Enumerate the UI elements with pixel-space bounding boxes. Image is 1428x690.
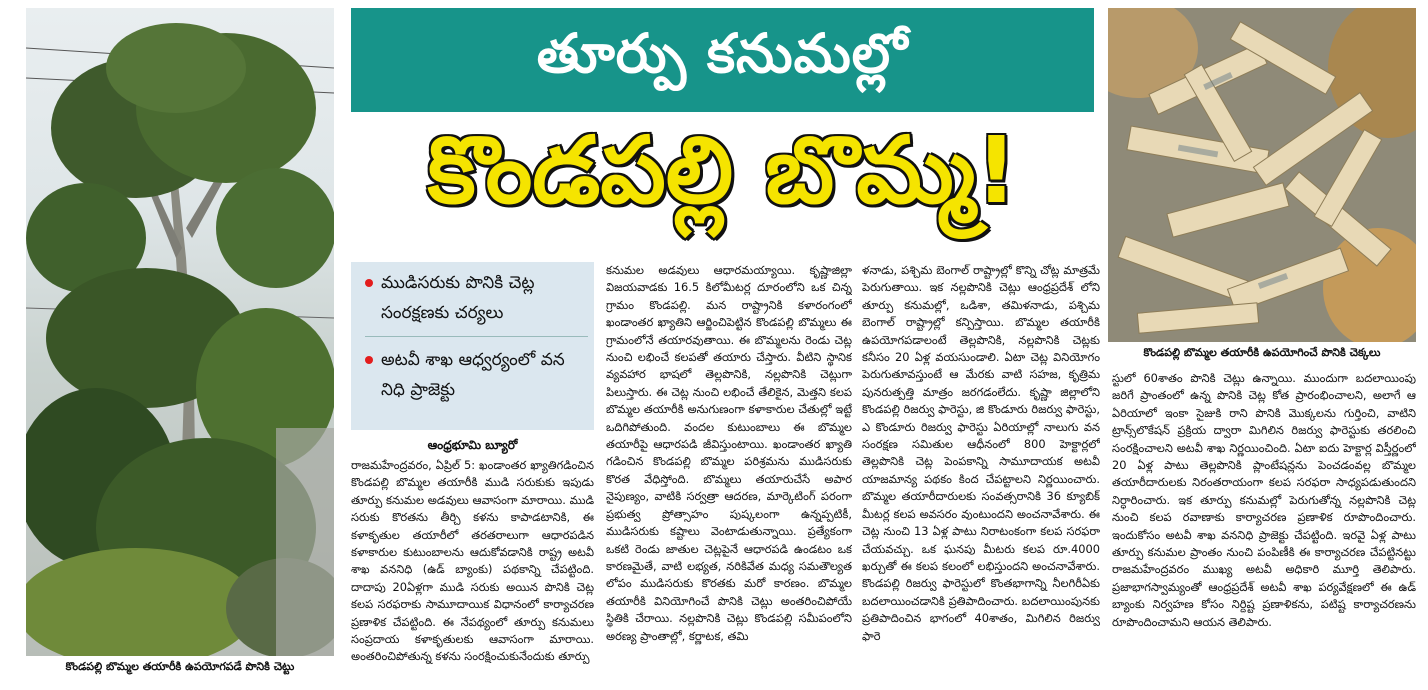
wood-blocks-image [1108, 8, 1416, 342]
article-column-2: కనుమల అడవులు ఆధారమయ్యాయి. కృష్ణాజిల్లా విజయవాడకు 16.5 కిలోమీటర్ల దూరంలోని ఒక చిన్న గ్రామం కొండపల్లి. మన రాష్ట్రానికి కళారంగంలో ఖండాంతర ఖ్యాతిని ఆర్జించిపెట్టిన కొండపల్లి బొమ్మలు ఈ గ్రామంలోనే తయారవుతాయి. ఈ బొమ్మలను రెండు చెట్ల నుంచి లభించే కలపతో తయారు చేస్తారు. వీటిని స్థానిక వ్యవహార భాషలో తెల్లపొనికి, నల్లపొనికి చెట్లుగా పిలుస్తారు. ఈ చెట్ల నుంచి లభించే తేలికైన, మెత్తని కలప బొమ్మల తయారీకి అనుగుణంగా కళాకారుల చేతుల్లో ఇట్టే ఒదిగిపోతుంది. వందల కుటుంబాలు ఈ బొమ్మల తయారీపై ఆధారపడి జీవిస్తుంటాయి. ఖండాంతర ఖ్యాతి గడించిన కొండపల్లి బొమ్మల పరిశ్రమను ముడిసరుకు కొరత వేధిస్తోంది. బొమ్మలు తయారుచేసే అపార నైపుణ్యం, వాటికి సర్వత్రా ఆదరణ, మార్కెటింగ్ పరంగా ప్రభుత్వ ప్రోత్సాహం పుష్కలంగా ఉన్నప్పటికీ, ముడిసరుకు కష్టాలు వెంటాడుతున్నాయి. ప్రత్యేకంగా ఒకటి రెండు జాతుల చెట్లపైనే ఆధారపడి ఉండటం ఒక కారణమైతే, వాటి లభ్యత, నరికివేత మధ్య సమతౌల్యత లోపం ముడిసరుకు కొరతకు మరో కారణం. బొమ్మల తయారీకి వినియోగించే పొనికి చెట్లు అంతరించిపోయే స్థితికి చేరాయి. నల్లపొనికి చెట్లు కొండపల్లి సమీపంలోని అరణ్య ప్రాంతాల్లో, కర్ణాటక, తమి [606, 263, 852, 643]
byline: ఆంధ్రభూమి బ్యూరో [427, 438, 518, 452]
highlight-text: ముడిసరుకు పొనికి చెట్ల సంరక్షణకు చర్యలు [381, 273, 535, 323]
headline-kicker-banner [351, 8, 1094, 112]
highlights-box [351, 262, 594, 430]
highlight-text: అటవీ శాఖ ఆధ్వర్యంలో వన నిధి ప్రాజెక్టు [381, 350, 565, 400]
wood-pieces-photo [1108, 8, 1416, 342]
article-column-1: రాజమహేంద్రవరం, ఏప్రిల్ 5: ఖండాంతర ఖ్యాతిగడించిన కొండపల్లి బొమ్మల తయారీకి ముడి సరుకుకు ఇపుడు తూర్పు కనుమల అడవులు ఆవాసంగా మారాయి. ముడి సరుకు కొరతను తీర్చి కళను కాపాడటానికి, ఈ కళాకృతుల తయారీలో తరతరాలుగా ఆధారపడిన కళాకారుల కుటుంబాలను ఆదుకోవడానికి రాష్ట్ర అటవీ శాఖ వననిధి (ఉడ్ బ్యాంకు) పథకాన్ని చేపట్టింది. దాదాపు 20ఏళ్లగా ముడి సరుకు అయిన పొనికి చెట్ల కలప సరఫరాకు సామూదాయిక విధానంలో కార్యాచరణ ప్రణాళిక చేపట్టింది. ఈ నేపథ్యంలో తూర్పు కనుమలు సంప్రదాయ కళాకృతులకు ఆవాసంగా మారాయి. అంతరించిపోతున్న కళను సంరక్షించుకునేందుకు తూర్పు [351, 458, 594, 664]
ponik-tree-image [26, 8, 334, 656]
article-column-3: ళనాడు, పశ్చిమ బెంగాల్ రాష్ట్రాల్లో కొన్ని చోట్ల మాత్రమే పెరుగుతాయి. ఇక నల్లపొనికి చెట్లు ఆంధ్రప్రదేశ్ లోని తూర్పు కనుమల్లో, ఒడిశా, తమిళనాడు, పశ్చిమ బెంగాల్ రాష్ట్రాల్లో కన్పిస్తాయి. బొమ్మల తయారీకి ఉపయోగపడాలంటే తెల్లపొనికి, నల్లపొనికి చెట్లకు కనీసం 20 ఏళ్ల వయసుండాలి. ఏటా చెట్ల వినియోగం పెరుగుతూవస్తుంటే ఆ మేరకు వాటి సహజ, కృత్రిమ పునరుత్పత్తి మాత్రం జరగడంలేదు. కృష్ణా జిల్లాలోని కొండపల్లి రిజర్వు ఫారెస్టు, జి కొండూరు రిజర్వు ఫారెస్టు, ఎ కొండూరు రిజర్వు ఫారెస్టు ఏరియాల్లో నాలుగు వన సంరక్షణ సమితుల ఆధీనంలో 800 హెక్టార్లలో తెల్లపొనికి చెట్ల పెంపకాన్ని సామూదాయక అటవీ యాజమాన్య పథకం కింద చేపట్టాలని నిర్ణయించారు. బొమ్మల తయారీదారులకు సంవత్సరానికి 36 క్యూబిక్ మీటర్ల కలప అవసరం వుంటుందని అంచనావేశారు. ఈ చెట్ల నుంచి 13 ఏళ్ల పాటు నిరాటంకంగా కలప సరఫరా చేయవచ్చు. ఒక ఘనపు మీటరు కలప రూ.4000 ఖర్చుతో ఈ కలప కలంలో లభిస్తుందని అంచనావేశారు. కొండపల్లి రిజర్వు ఫారెస్టులో కొంతభాగాన్ని నీలగిరీఏకు బదలాయించడానికి ప్రతిపాదించారు. బదలాయింపునకు ప్రతిపాదించిన భాగంలో 40శాతం, మిగిలిన రిజర్వు ఫారె [862, 263, 1100, 643]
highlight-item [365, 345, 588, 405]
right-photo-caption: కొండపల్లి బొమ్మల తయారీకి ఉపయోగించే పొనికి చెక్కలు [1143, 346, 1381, 359]
tree-photo [26, 8, 334, 656]
article-column-4: స్టులో 60శాతం పొనికి చెట్లు ఉన్నాయి. ముందుగా బదలాయింపు జరిగే ప్రాంతంలో ఉన్న పొనికి చెట్ల కోత ప్రారంభించాలని, అలాగే ఆ ఏరియాలో ఇంకా సైజుకి రాని పొనికి మొక్కలను గుర్తించి, వాటిని ట్రాన్స్‌లొకేషన్ ప్రక్రియ ద్వారా మిగిలిన రిజర్వు ఫారెస్టుకు తరలించి సంరక్షించాలని అటవీ శాఖ నిర్ణయించింది. ఏటా ఐదు హెక్టార్ల విస్తీర్ణంలో 20 ఏళ్ల పాటు తెల్లపొనికి ప్లాంటేషన్లను పెంచడంవల్ల బొమ్మల తయారీదారులకు నిరంతరాయంగా కలప సరఫరా సాధ్యపడుతుందని నిర్ధారించారు. ఇక తూర్పు కనుమల్లో పెరుగుతోన్న నల్లపొనికి చెట్ల నుంచి కలప రవాణాకు కార్యాచరణ ప్రణాళిక రూపొందించారు. ఇందుకోసం అటవీ శాఖ వననిధి ప్రాజెక్టు చేపట్టింది. ఇరవై ఏళ్ల పాటు తూర్పు కనుమల ప్రాంతం నుంచి పంపిణీకి ఈ కార్యాచరణ చేపట్టినట్టు రాజమహేంద్రవరం ముఖ్య అటవీ అధికారి మూర్తి తెలిపారు. ప్రజాభాగస్వామ్యంతో ఆంధ్రప్రదేశ్ అటవీ శాఖ పర్యవేక్షణలో ఈ ఉడ్ బ్యాంకు నిర్వహణ కోసం నిర్దిష్ట ప్రణాళికను, పటిష్ట కార్యాచరణను రూపొందించామని ఆయన తెలిపారు. [1112, 371, 1416, 629]
left-photo-caption: కొండపల్లి బొమ్మల తయారీకి ఉపయోగపడే పొనికి చెట్టు [65, 660, 295, 673]
headline-block [351, 116, 1094, 248]
bullet-dot-icon [365, 279, 373, 287]
headline-kicker: తూర్పు కనుమల్లో [536, 21, 909, 85]
headline-title: కొండపల్లి బొమ్మ! [427, 117, 1018, 224]
divider [365, 336, 588, 337]
bullet-dot-icon [365, 356, 373, 364]
highlight-item [365, 268, 588, 328]
